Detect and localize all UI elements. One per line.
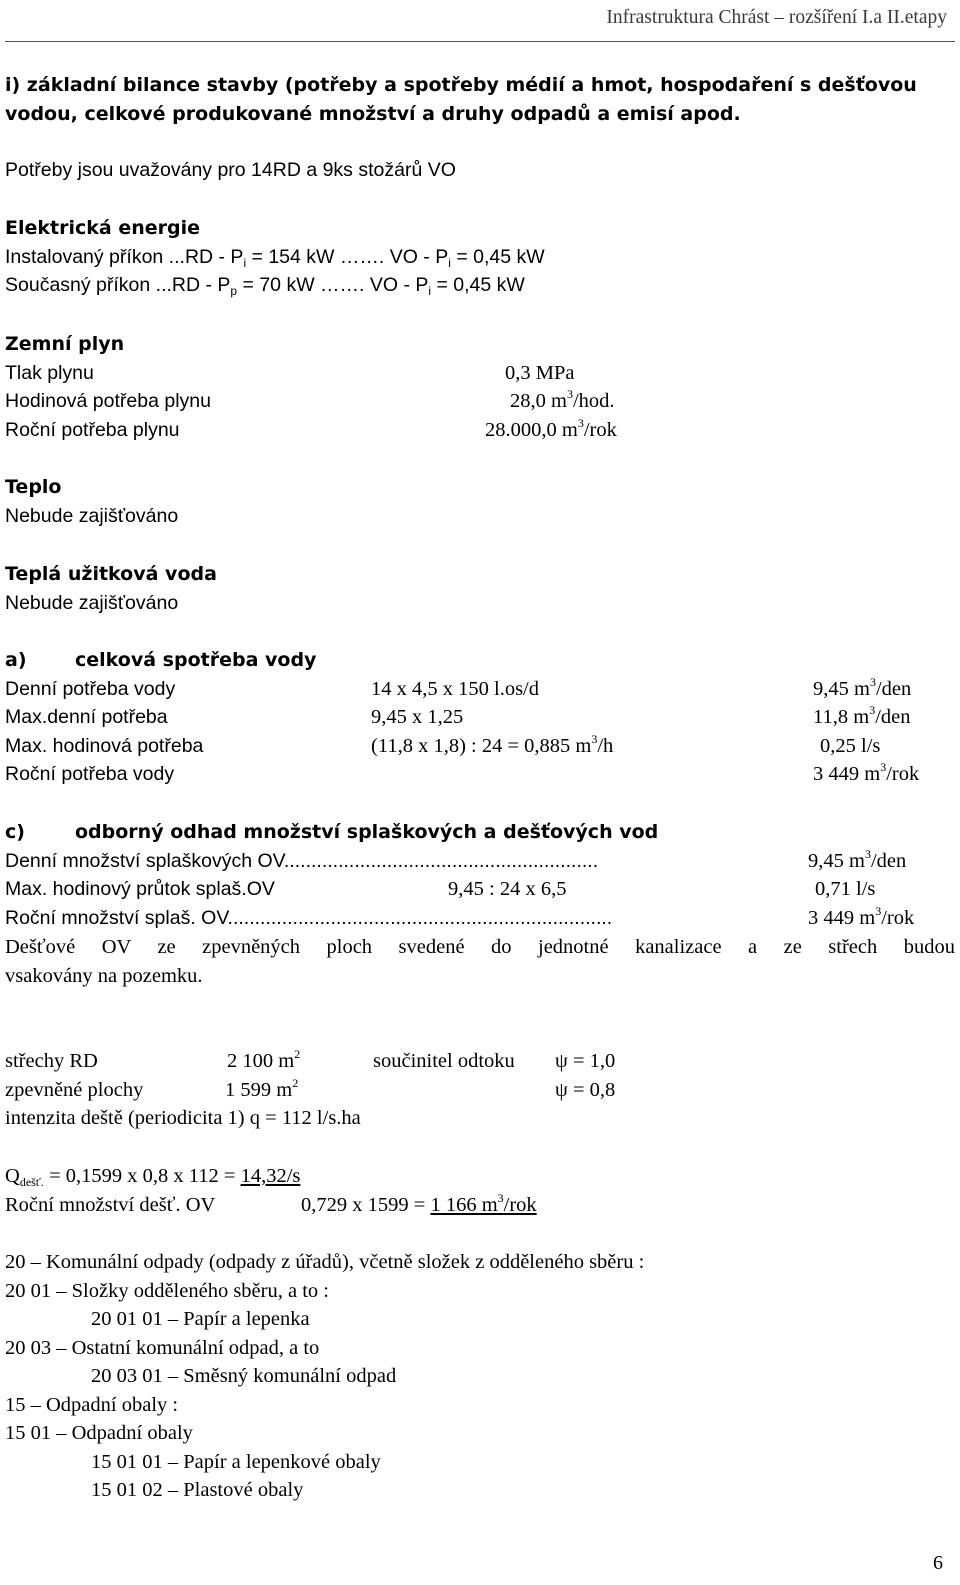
list-item: 20 03 01 – Směsný komunální odpad — [91, 1365, 397, 1387]
electric-title: Elektrická energie — [5, 217, 200, 239]
list-item: 15 01 02 – Plastové obaly — [91, 1479, 304, 1501]
heat-section: Teplo Nebude zajišťováno — [5, 476, 179, 527]
gas-section — [5, 330, 955, 444]
sewage-row: Roční množství splaš. OV....................................................................... 3 449 $m^3$/rok — [5, 903, 915, 929]
list-item: 20 – Komunální odpady (odpady z úřadů), včetně složek z odděleného sběru : — [5, 1251, 645, 1273]
water-row: Roční potřeba vody 3 449 $m^3$/rok — [5, 760, 920, 785]
section-i-heading: i) základní bilance stavby (potřeby a spotřeby médií a hmot, hospodaření s dešťovou vodou, celkové produkované množství a druhy odpadů a emisí apod. — [5, 74, 917, 125]
sewage-title: c) odborný odhad množství splaškových a dešťových vod — [5, 821, 659, 843]
intro-text: Potřeby jsou uvažovány pro 14RD a 9ks stožárů VO — [5, 159, 456, 181]
sewage-row: Denní množství splaškových OV.......................................................... 9,45 $m^3$/den — [5, 846, 907, 872]
header-rule — [5, 41, 955, 42]
gas-title: Zemní plyn — [5, 333, 125, 355]
water-row: Max.denní potřeba 9,45 x 1,25 11,8 $m^3$/den — [5, 703, 911, 728]
page-header: Infrastruktura Chrást – rozšíření I.a II.etapy — [606, 7, 947, 28]
water-row: Denní potřeba vody 14 x 4,5 x 150 l.os/d 9,45 $m^3$/den — [5, 674, 912, 700]
electric-section — [5, 214, 955, 300]
water-row: Max. hodinová potřeba (11,8 x 1,8) : 24 = 0,885 $m^3/h$ 0,25 l/s — [5, 731, 881, 757]
list-item: 20 01 – Složky odděleného sběru, a to : — [5, 1279, 329, 1302]
current-power-row: Současný příkon $...RD - P_p = 70$ kW ……. VO - $P_i = 0,45$ kW — [5, 274, 525, 298]
sewage-section — [5, 818, 955, 932]
water-consumption-section — [5, 646, 955, 789]
page-number: 6 — [933, 1551, 943, 1574]
water-title: a) celková spotřeba vody — [5, 649, 317, 671]
waste-list — [5, 1248, 955, 1505]
gas-row: Tlak plynu 0,3 MPa — [5, 361, 575, 384]
gas-row: Hodinová potřeba plynu 28,0 $m^3$/hod. — [5, 387, 615, 412]
hot-water-section: Teplá užitková voda Nebude zajišťováno — [5, 563, 217, 614]
list-item: 20 03 – Ostatní komunální odpad, a to — [5, 1336, 320, 1359]
list-item: 15 01 01 – Papír a lepenkové obaly — [91, 1450, 381, 1473]
list-item: 15 01 – Odpadní obaly — [5, 1422, 193, 1444]
q-row: $Q_{dešť.} = 0,1599$ x 0,8 x 112 = 14,32/s — [5, 1165, 301, 1189]
intensity-row: intenzita deště (periodicita 1) q = 112 l/s.ha — [5, 1107, 361, 1129]
list-item: 15 – Odpadní obaly : — [5, 1393, 179, 1416]
installed-power-row: Instalovaný příkon $...RD - P_i = 154$ kW ……. VO - $P_i = 0,45$ kW — [5, 245, 545, 270]
rain-paragraph: Dešťové OV ze zpevněných ploch svedené do jednotné kanalizace a ze střech budou vsakovány na pozemku. — [5, 936, 955, 987]
rain-coefficients — [5, 1047, 955, 1133]
annual-rain-row: Roční množství dešť. OV 0,729 x 1599 = 1 166 $m^3$/rok — [5, 1190, 537, 1216]
gas-row: Roční potřeba plynu 28.000,0 $m^3$/rok — [5, 415, 617, 441]
sewage-row: Max. hodinový průtok splaš.OV 9,45 : 24 x 6,5 0,71 l/s — [5, 878, 876, 900]
list-item: 20 01 01 – Papír a lepenka — [91, 1308, 310, 1330]
rain-calculation — [5, 1162, 955, 1219]
paved-row: zpevněné plochy 1 599 $m^2$ ψ = 0,8 — [5, 1075, 616, 1101]
document-page — [5, 0, 955, 1585]
roofs-row: střechy RD 2 100 $m^2$ součinitel odtoku ψ = 1,0 — [5, 1047, 616, 1072]
